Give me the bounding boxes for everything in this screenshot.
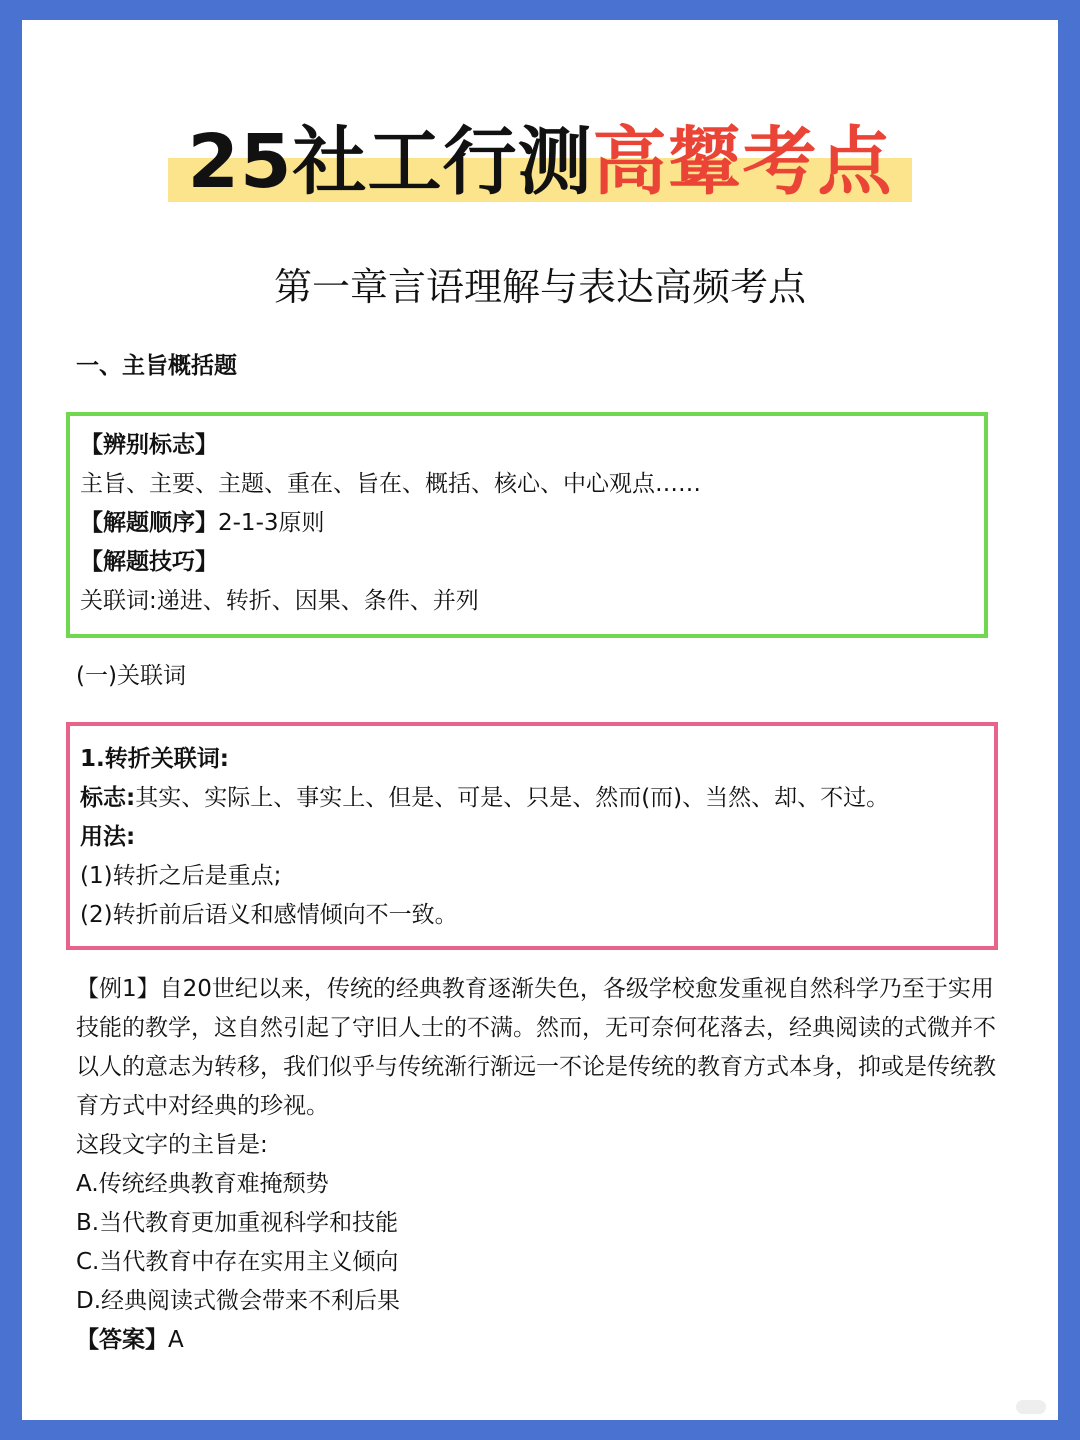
example-question: 这段文字的主旨是: xyxy=(76,1132,268,1158)
usage-label: 用法: xyxy=(80,824,136,850)
page-sheet xyxy=(22,20,1058,1420)
markers-text: 主旨、主要、主题、重在、旨在、概括、核心、中心观点…… xyxy=(80,471,701,497)
title-black-part: 25社工行测 xyxy=(187,119,593,205)
markers-label: 【辨别标志】 xyxy=(80,432,218,458)
technique-text: 关联词:递进、转折、因果、条件、并列 xyxy=(80,588,479,614)
option-a: A.传统经典教育难掩颓势 xyxy=(76,1171,329,1197)
order-label: 【解题顺序】 xyxy=(80,510,218,536)
answer-value: A xyxy=(168,1327,184,1353)
watermark-badge xyxy=(1016,1400,1046,1414)
example-passage: 【例1】自20世纪以来，传统的经典教育逐渐失色，各级学校愈发重视自然科学乃至于实用技能的教学，这自然引起了守旧人士的不满。然而，无可奈何花落去，经典阅读的式微并不以人的意志为转移，我们似乎与传统渐行渐远一不论是传统的教育方式本身，抑或是传统教育方式中对经典的珍视。 xyxy=(76,976,996,1119)
option-d: D.经典阅读式微会带来不利后果 xyxy=(76,1288,401,1314)
marker-label: 标志: xyxy=(80,785,136,811)
transition-title: 1.转折关联词: xyxy=(80,746,229,772)
usage-item-1: (1)转折之后是重点; xyxy=(80,863,282,889)
identification-box xyxy=(66,412,988,638)
section-heading: 一、主旨概括题 xyxy=(76,353,237,379)
title-red-part: 高颦考点 xyxy=(592,119,893,205)
title-block xyxy=(22,116,1058,208)
marker-text: 其实、实际上、事实上、但是、可是、只是、然而(而)、当然、却、不过。 xyxy=(135,785,890,811)
chapter-subtitle: 第一章言语理解与表达高频考点 xyxy=(273,265,806,309)
technique-label: 【解题技巧】 xyxy=(80,549,218,575)
transition-box xyxy=(66,722,998,950)
answer-label: 【答案】 xyxy=(76,1327,168,1353)
option-b: B.当代教育更加重视科学和技能 xyxy=(76,1210,399,1236)
example-block xyxy=(76,970,1006,1360)
page-title xyxy=(182,116,899,208)
answer-line xyxy=(76,1321,1006,1360)
transition-markers xyxy=(80,779,994,818)
usage-item-2: (2)转折前后语义和感情倾向不一致。 xyxy=(80,902,458,928)
order-value: 2-1-3原则 xyxy=(218,510,325,536)
option-c: C.当代教育中存在实用主义倾向 xyxy=(76,1249,399,1275)
sub-heading: (一)关联词 xyxy=(76,663,186,689)
order-line xyxy=(80,504,984,543)
